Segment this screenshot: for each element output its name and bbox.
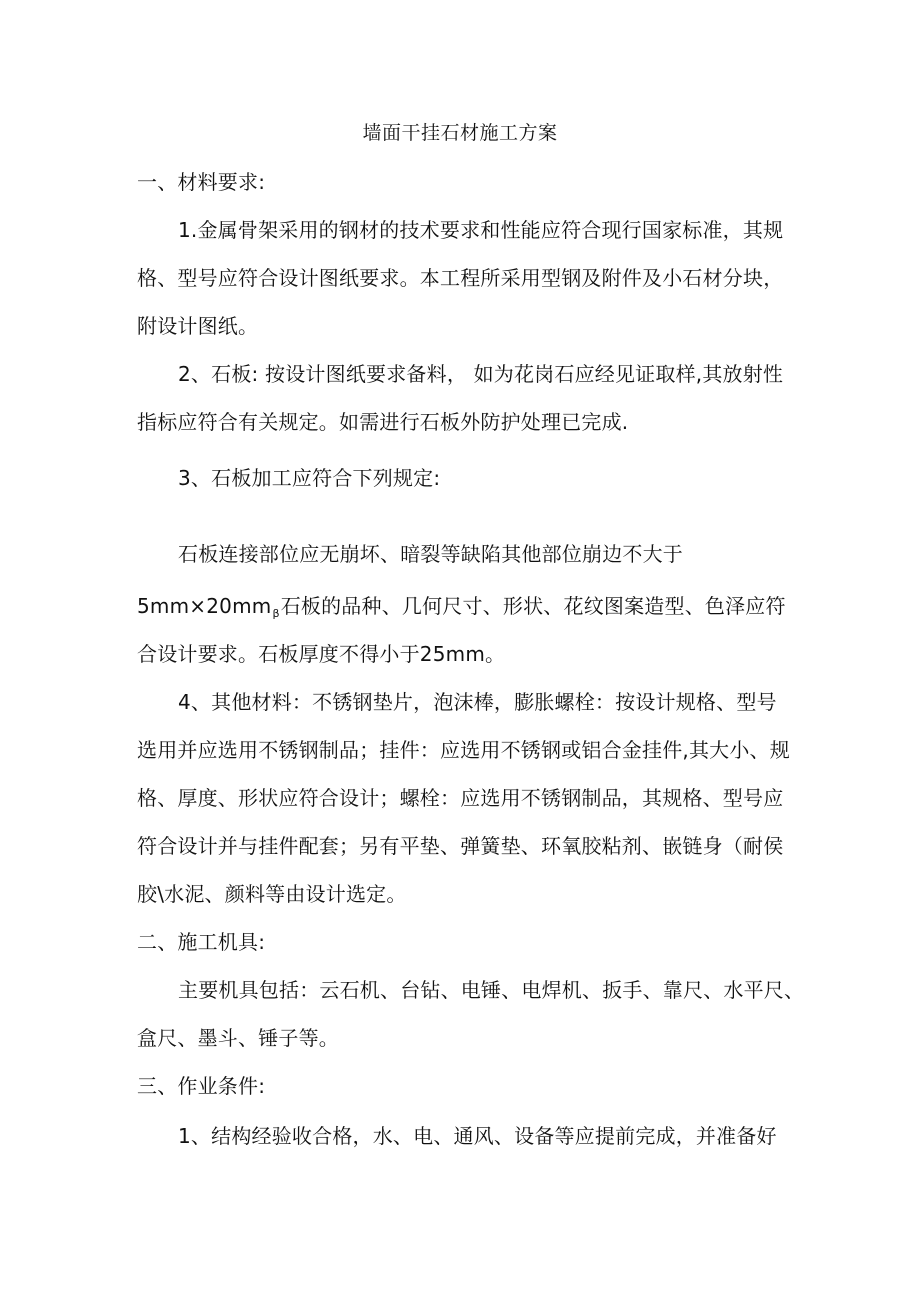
paragraph-line-continuation: 石板的品种、几何尺寸、形状、花纹图案造型、色泽应符 bbox=[280, 594, 786, 618]
dimension-text: 5mm×20mm bbox=[137, 594, 272, 618]
paragraph-line: 石板连接部位应无崩坏、暗裂等缺陷其他部位崩边不大于 bbox=[178, 542, 683, 566]
section-heading-materials: 一、材料要求: bbox=[137, 170, 266, 194]
section-heading-tools: 二、施工机具: bbox=[137, 930, 266, 954]
paragraph-line: 主要机具包括：云石机、台钻、电锤、电焊机、扳手、靠尺、水平尺、 bbox=[178, 978, 805, 1002]
paragraph-line: 3、石板加工应符合下列规定: bbox=[178, 466, 441, 490]
paragraph-line: 2、石板: 按设计图纸要求备料， 如为花岗石应经见证取样,其放射性 bbox=[178, 362, 784, 386]
paragraph-line: 4、其他材料：不锈钢垫片，泡沫棒，膨胀螺栓：按设计规格、型号 bbox=[178, 690, 777, 714]
paragraph-line: 指标应符合有关规定。如需进行石板外防护处理已完成. bbox=[137, 410, 629, 434]
document-title: 墙面干挂石材施工方案 bbox=[362, 122, 558, 144]
paragraph-line: 格、厚度、形状应符合设计；螺栓：应选用不锈钢制品，其规格、型号应 bbox=[137, 786, 784, 810]
paragraph-line: 格、型号应符合设计图纸要求。本工程所采用型钢及附件及小石材分块， bbox=[137, 266, 784, 290]
paragraph-line: 1、结构经验收合格，水、电、通风、设备等应提前完成，并准备好 bbox=[178, 1124, 777, 1148]
paragraph-line-with-subscript bbox=[137, 590, 786, 630]
paragraph-line: 1.金属骨架采用的钢材的技术要求和性能应符合现行国家标准，其规 bbox=[178, 218, 784, 242]
paragraph-line: 选用并应选用不锈钢制品；挂件：应选用不锈钢或铝合金挂件,其大小、规 bbox=[137, 738, 790, 762]
paragraph-line: 附设计图纸。 bbox=[137, 314, 259, 338]
subscript-mark: β bbox=[272, 607, 280, 620]
paragraph-line: 符合设计并与挂件配套；另有平垫、弹簧垫、环氧胶粘剂、嵌链身（耐侯 bbox=[137, 834, 784, 858]
paragraph-line: 盒尺、墨斗、锤子等。 bbox=[137, 1026, 339, 1050]
paragraph-line: 合设计要求。石板厚度不得小于25mm。 bbox=[137, 642, 506, 666]
paragraph-line: 胶\水泥、颜料等由设计选定。 bbox=[137, 882, 407, 906]
section-heading-conditions: 三、作业条件: bbox=[137, 1074, 266, 1098]
